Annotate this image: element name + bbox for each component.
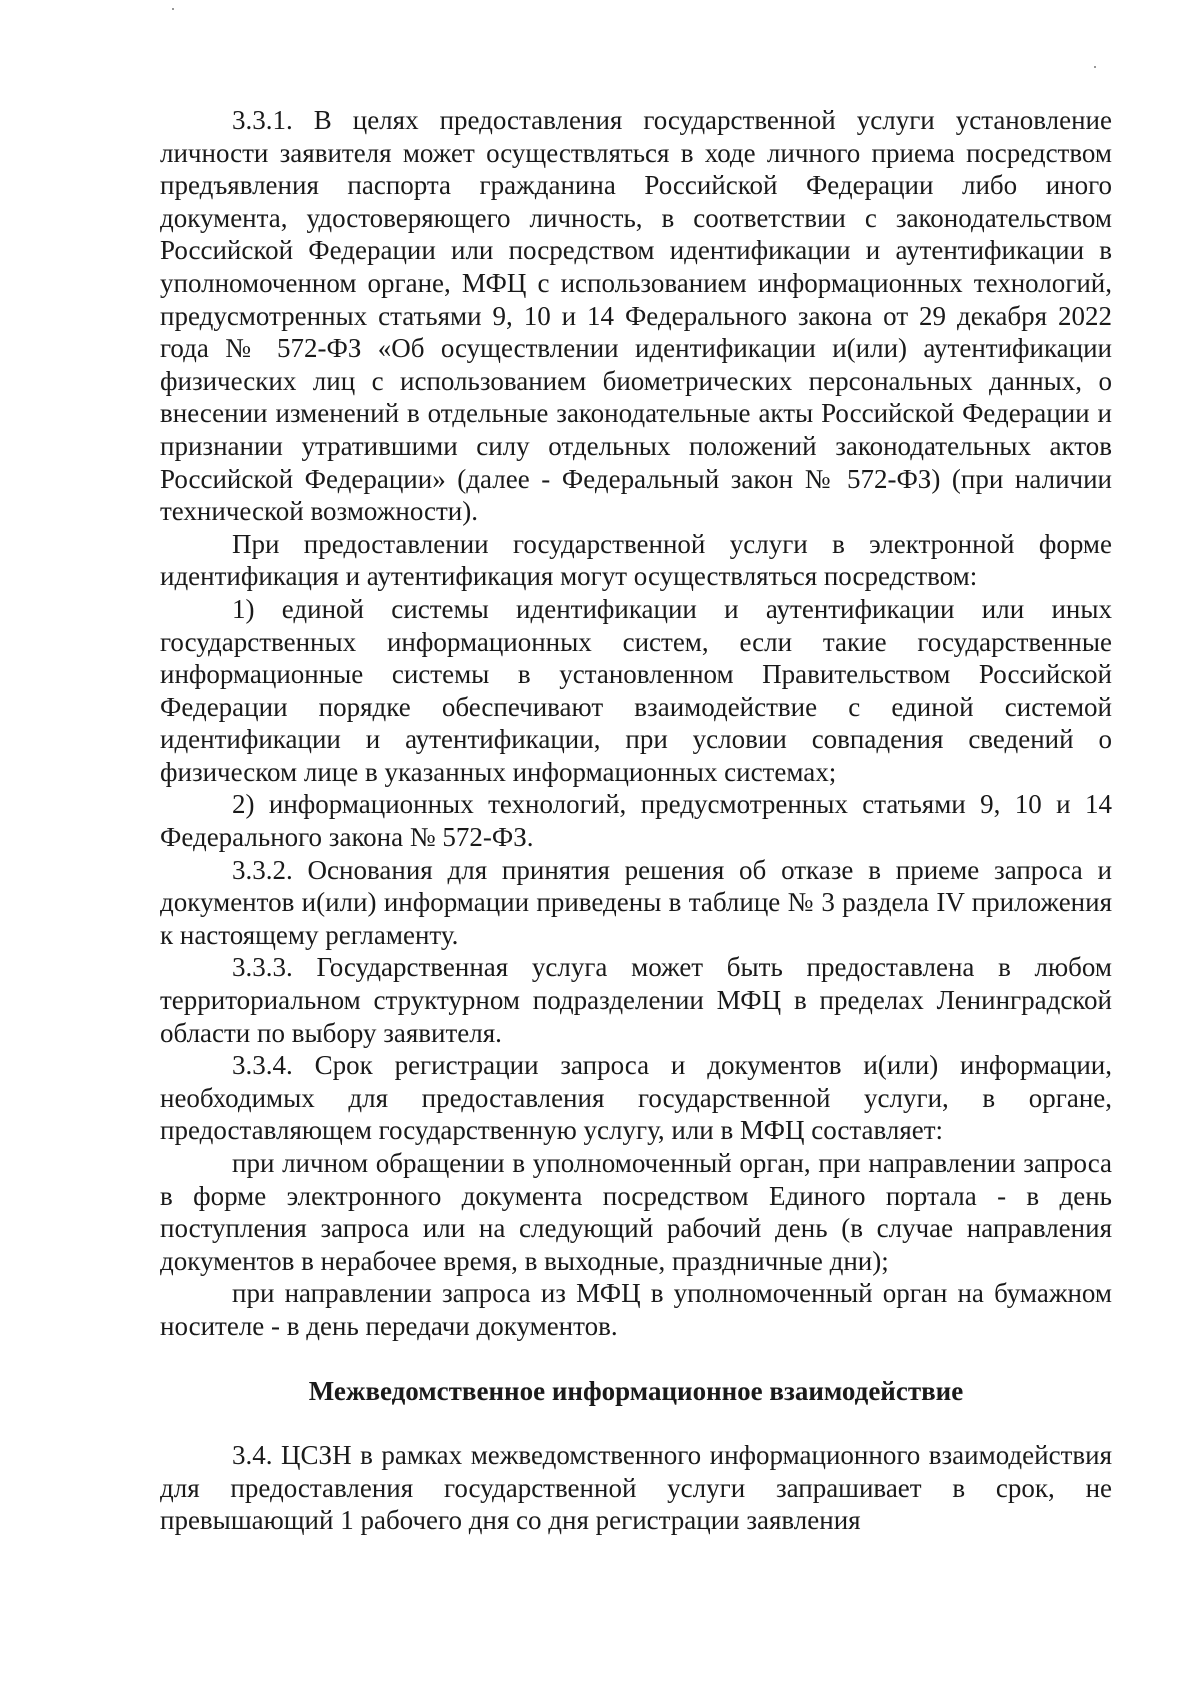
list-item-1: 1) единой системы идентификации и аутентификации или иных государственных информационных систем, если такие государственные информационные системы в установленном Правительством Российской Федерации порядке обеспечивают взаимодействие с единой системой идентификации и аутентификации, при условии совпадения сведений о физическом лице в указанных информационных системах; [160,593,1112,787]
paragraph-electronic-identification: При предоставлении государственной услуги в электронной форме идентификация и аутентификация могут осуществляться посредством: [160,528,1112,592]
paragraph-3-4: 3.4. ЦСЗН в рамках межведомственного информационного взаимодействия для предоставления государственной услуги запрашивает в срок, не превышающий 1 рабочего дня со дня регистрации заявления [160,1440,1112,1536]
scan-speck [1094,66,1096,68]
section-heading: Межведомственное информационное взаимодействие [308,1375,964,1406]
document-body [160,104,1112,1537]
paragraph-mfc-request: при направлении запроса из МФЦ в уполномоченный орган на бумажном носителе - в день передачи документов. [160,1278,1112,1341]
list-item-2: 2) информационных технологий, предусмотренных статьями 9, 10 и 14 Федерального закона № 572-ФЗ. [160,789,1112,853]
paragraph-3-3-3: 3.3.3. Государственная услуга может быть предоставлена в любом территориальном структурном подразделении МФЦ в пределах Ленинградской области по выбору заявителя. [160,952,1112,1048]
paragraph-personal-request: при личном обращении в уполномоченный орган, при направлении запроса в форме электронного документа посредством Единого портала - в день поступления запроса или на следующий рабочий день (в случае направления документов в нерабочее время, в выходные, праздничные дни); [160,1148,1112,1276]
paragraph-3-3-1: 3.3.1. В целях предоставления государственной услуги установление личности заявителя может осуществляться в ходе личного приема посредством предъявления паспорта гражданина Российской Федерации либо иного документа, удостоверяющего личность, в соответствии с законодательством Российской Федерации или посредством идентификации и аутентификации в уполномоченном органе, МФЦ с использованием информационных технологий, предусмотренных статьями 9, 10 и 14 Федерального закона от 29 декабря 2022 года № 572-ФЗ «Об осуществлении идентификации и(или) аутентификации физических лиц с использованием биометрических персональных данных, о внесении изменений в отдельные законодательные акты Российской Федерации и признании утратившими силу отдельных положений законодательных актов Российской Федерации» (далее - Федеральный закон № 572-ФЗ) (при наличии технической возможности). [160,105,1112,527]
paragraph-3-3-2: 3.3.2. Основания для принятия решения об отказе в приеме запроса и документов и(или) информации приведены в таблице № 3 раздела IV приложения к настоящему регламенту. [160,854,1112,950]
paragraph-3-3-4: 3.3.4. Срок регистрации запроса и документов и(или) информации, необходимых для предоставления государственной услуги, в органе, предоставляющем государственную услугу, или в МФЦ составляет: [160,1050,1112,1146]
scan-speck [172,8,174,10]
